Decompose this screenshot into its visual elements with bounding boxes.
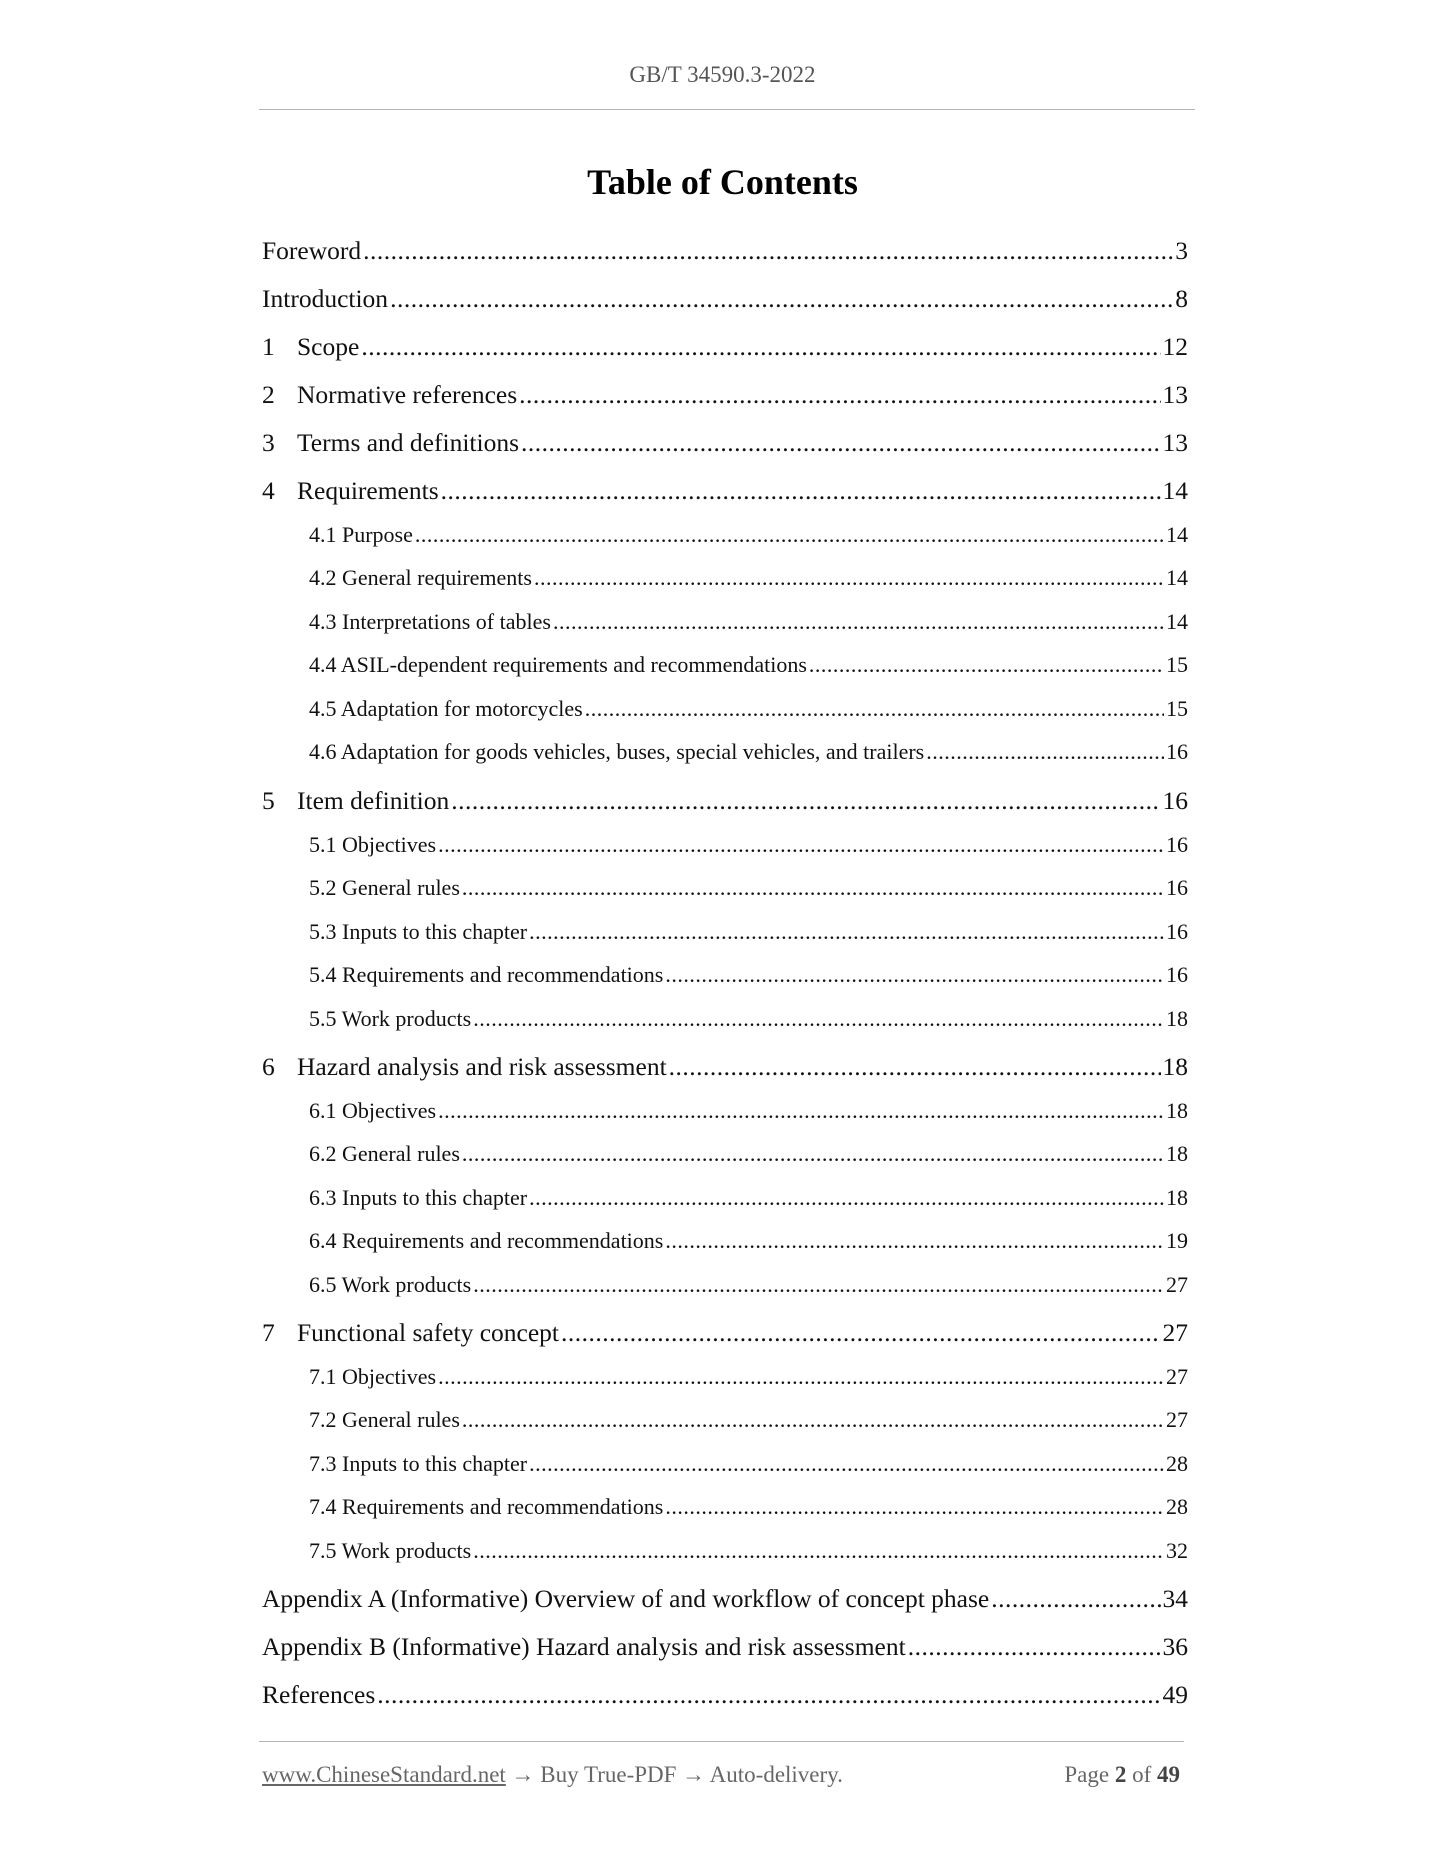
toc-leader-dots — [529, 1187, 1164, 1209]
toc-leader-dots — [585, 698, 1164, 720]
toc-leader-dots — [438, 1100, 1164, 1122]
toc-entry-page: 27 — [1162, 1318, 1188, 1347]
toc-entry-label: Appendix B (Informative) Hazard analysis and risk assessment — [262, 1632, 906, 1661]
toc-entry-page: 18 — [1166, 1141, 1188, 1166]
toc-entry-number: 6 — [262, 1052, 275, 1081]
toc-entry-label: Introduction — [262, 284, 389, 313]
toc-leader-dots — [473, 1274, 1164, 1296]
toc-entry-7-1[interactable] — [309, 1366, 1188, 1388]
toc-entry-page: 16 — [1166, 739, 1188, 764]
toc-entry-label: Appendix A (Informative) Overview of and workflow of concept phase — [262, 1584, 990, 1613]
toc-entry-page: 16 — [1162, 786, 1188, 815]
toc-entry-label: 5.3 Inputs to this chapter — [309, 919, 528, 944]
toc-entry-label: 6.5 Work products — [309, 1272, 472, 1297]
toc-entry-page: 14 — [1166, 565, 1188, 590]
toc-entry-label: Terms and definitions — [297, 428, 520, 457]
toc-entry-6-1[interactable] — [309, 1100, 1188, 1122]
toc-entry-number: 3 — [262, 428, 275, 457]
toc-leader-dots — [926, 741, 1164, 763]
toc-entry-label: 5.4 Requirements and recommendations — [309, 962, 664, 987]
header-divider — [259, 109, 1195, 110]
toc-entry-foreword[interactable] — [262, 238, 1188, 264]
toc-entry-page: 16 — [1166, 962, 1188, 987]
toc-entry-label: 4.1 Purpose — [309, 522, 413, 547]
toc-leader-dots — [561, 1320, 1161, 1346]
toc-entry-page: 15 — [1166, 652, 1188, 677]
page-indicator — [1000, 1762, 1180, 1788]
toc-leader-dots — [363, 238, 1173, 264]
footer-tail-text: → Buy True-PDF → Auto-delivery. — [511, 1762, 843, 1787]
toc-entry-label: 6.2 General rules — [309, 1141, 460, 1166]
toc-entry-page: 14 — [1166, 522, 1188, 547]
toc-leader-dots — [529, 1453, 1164, 1475]
toc-entry-5-2[interactable] — [309, 877, 1188, 899]
toc-entry-label: 7.4 Requirements and recommendations — [309, 1494, 664, 1519]
toc-entry-references[interactable] — [262, 1682, 1188, 1708]
toc-entry-label: 4.3 Interpretations of tables — [309, 609, 551, 634]
toc-leader-dots — [665, 964, 1164, 986]
toc-leader-dots — [519, 382, 1160, 408]
toc-entry-page: 18 — [1166, 1185, 1188, 1210]
toc-entry-page: 8 — [1175, 284, 1188, 313]
toc-title: Table of Contents — [587, 162, 858, 202]
toc-entry-4-2[interactable] — [309, 567, 1188, 589]
toc-entry-label: Hazard analysis and risk assessment — [297, 1052, 667, 1081]
toc-entry-page: 19 — [1166, 1228, 1188, 1253]
toc-entry-label: 5.2 General rules — [309, 875, 460, 900]
toc-leader-dots — [462, 877, 1164, 899]
toc-entry-6-5[interactable] — [309, 1274, 1188, 1296]
toc-entry-item-definition[interactable] — [262, 788, 1188, 814]
toc-leader-dots — [553, 611, 1164, 633]
toc-entry-page: 16 — [1166, 875, 1188, 900]
toc-entry-page: 27 — [1166, 1407, 1188, 1432]
toc-leader-dots — [451, 788, 1160, 814]
toc-entry-4-6[interactable] — [309, 741, 1188, 763]
toc-leader-dots — [473, 1008, 1164, 1030]
toc-entry-label: 7.1 Objectives — [309, 1364, 437, 1389]
toc-entry-label: 4.4 ASIL-dependent requirements and recommendations — [309, 652, 807, 677]
toc-leader-dots — [377, 1682, 1160, 1708]
toc-entry-page: 36 — [1162, 1632, 1188, 1661]
toc-leader-dots — [441, 478, 1161, 504]
toc-entry-6-3[interactable] — [309, 1187, 1188, 1209]
toc-leader-dots — [415, 524, 1164, 546]
toc-entry-5-5[interactable] — [309, 1008, 1188, 1030]
toc-entry-appendix-b[interactable] — [262, 1634, 1188, 1660]
toc-entry-label: Foreword — [262, 236, 362, 265]
toc-leader-dots — [438, 1366, 1164, 1388]
toc-leader-dots — [462, 1143, 1164, 1165]
toc-entry-4-1[interactable] — [309, 524, 1188, 546]
toc-entry-label: 7.2 General rules — [309, 1407, 460, 1432]
toc-entry-number: 7 — [262, 1318, 275, 1347]
toc-entry-requirements[interactable] — [262, 478, 1188, 504]
toc-entry-label: 6.3 Inputs to this chapter — [309, 1185, 528, 1210]
toc-entry-page: 16 — [1166, 832, 1188, 857]
toc-entry-page: 32 — [1166, 1538, 1188, 1563]
toc-entry-5-3[interactable] — [309, 921, 1188, 943]
footer-promo — [262, 1762, 843, 1788]
toc-leader-dots — [462, 1409, 1164, 1431]
toc-entry-label: 7.5 Work products — [309, 1538, 472, 1563]
toc-entry-label: 5.1 Objectives — [309, 832, 437, 857]
toc-entry-4-3[interactable] — [309, 611, 1188, 633]
website-link[interactable]: www.ChineseStandard.net — [262, 1762, 506, 1787]
toc-entry-label: Functional safety concept — [297, 1318, 559, 1347]
toc-entry-page: 16 — [1166, 919, 1188, 944]
current-page-number: 2 — [1114, 1762, 1127, 1787]
toc-entry-functional-safety-concept[interactable] — [262, 1320, 1188, 1346]
toc-entry-page: 49 — [1162, 1680, 1188, 1709]
footer-divider — [259, 1741, 1184, 1742]
toc-leader-dots — [473, 1540, 1164, 1562]
toc-entry-4-4[interactable] — [309, 654, 1188, 676]
toc-entry-label: 6.1 Objectives — [309, 1098, 437, 1123]
toc-leader-dots — [521, 430, 1160, 456]
page-word: Page — [1064, 1762, 1110, 1787]
toc-entry-page: 12 — [1162, 332, 1188, 361]
toc-entry-label: 7.3 Inputs to this chapter — [309, 1451, 528, 1476]
toc-entry-page: 14 — [1166, 609, 1188, 634]
document-code: GB/T 34590.3-2022 — [629, 62, 816, 87]
toc-entry-page: 27 — [1166, 1272, 1188, 1297]
toc-entry-page: 13 — [1162, 428, 1188, 457]
toc-entry-label: 4.6 Adaptation for goods vehicles, buses, special vehicles, and trailers — [309, 739, 925, 764]
toc-entry-hazard-analysis[interactable] — [262, 1054, 1188, 1080]
toc-entry-label: 6.4 Requirements and recommendations — [309, 1228, 664, 1253]
toc-entry-normative-references[interactable] — [262, 382, 1188, 408]
toc-leader-dots — [438, 834, 1164, 856]
toc-entry-page: 28 — [1166, 1494, 1188, 1519]
toc-entry-6-2[interactable] — [309, 1143, 1188, 1165]
toc-entry-5-4[interactable] — [309, 964, 1188, 986]
toc-entry-7-3[interactable] — [309, 1453, 1188, 1475]
toc-entry-label: Requirements — [297, 476, 439, 505]
toc-entry-label: Normative references — [297, 380, 518, 409]
toc-entry-page: 18 — [1166, 1098, 1188, 1123]
toc-leader-dots — [534, 567, 1164, 589]
toc-entry-label: Item definition — [297, 786, 450, 815]
toc-entry-page: 27 — [1166, 1364, 1188, 1389]
toc-entry-page: 15 — [1166, 696, 1188, 721]
toc-leader-dots — [908, 1634, 1161, 1660]
total-pages-number: 49 — [1157, 1762, 1180, 1787]
toc-entry-page: 28 — [1166, 1451, 1188, 1476]
toc-entry-number: 5 — [262, 786, 275, 815]
toc-entry-7-5[interactable] — [309, 1540, 1188, 1562]
toc-entry-5-1[interactable] — [309, 834, 1188, 856]
toc-entry-page: 18 — [1166, 1006, 1188, 1031]
toc-entry-page: 34 — [1162, 1584, 1188, 1613]
toc-entry-page: 18 — [1162, 1052, 1188, 1081]
toc-entry-introduction[interactable] — [262, 286, 1188, 312]
toc-leader-dots — [991, 1586, 1160, 1612]
toc-entry-7-2[interactable] — [309, 1409, 1188, 1431]
toc-leader-dots — [665, 1230, 1164, 1252]
toc-leader-dots — [809, 654, 1164, 676]
toc-entry-page: 14 — [1162, 476, 1188, 505]
toc-leader-dots — [665, 1496, 1164, 1518]
toc-entry-label: Scope — [297, 332, 360, 361]
toc-entry-label: 4.2 General requirements — [309, 565, 532, 590]
toc-leader-dots — [361, 334, 1160, 360]
toc-entry-label: 5.5 Work products — [309, 1006, 472, 1031]
toc-entry-4-5[interactable] — [309, 698, 1188, 720]
toc-entry-page: 13 — [1162, 380, 1188, 409]
toc-entry-label: 4.5 Adaptation for motorcycles — [309, 696, 583, 721]
toc-entry-6-4[interactable] — [309, 1230, 1188, 1252]
of-word: of — [1132, 1762, 1152, 1787]
toc-entry-terms-and-definitions[interactable] — [262, 430, 1188, 456]
toc-entry-label: References — [262, 1680, 376, 1709]
toc-entry-scope[interactable] — [262, 334, 1188, 360]
toc-leader-dots — [390, 286, 1173, 312]
toc-entry-page: 3 — [1175, 236, 1188, 265]
toc-leader-dots — [529, 921, 1164, 943]
toc-leader-dots — [669, 1054, 1161, 1080]
toc-entry-number: 4 — [262, 476, 275, 505]
toc-entry-appendix-a[interactable] — [262, 1586, 1188, 1612]
toc-entry-7-4[interactable] — [309, 1496, 1188, 1518]
toc-entry-number: 1 — [262, 332, 275, 361]
toc-entry-number: 2 — [262, 380, 275, 409]
